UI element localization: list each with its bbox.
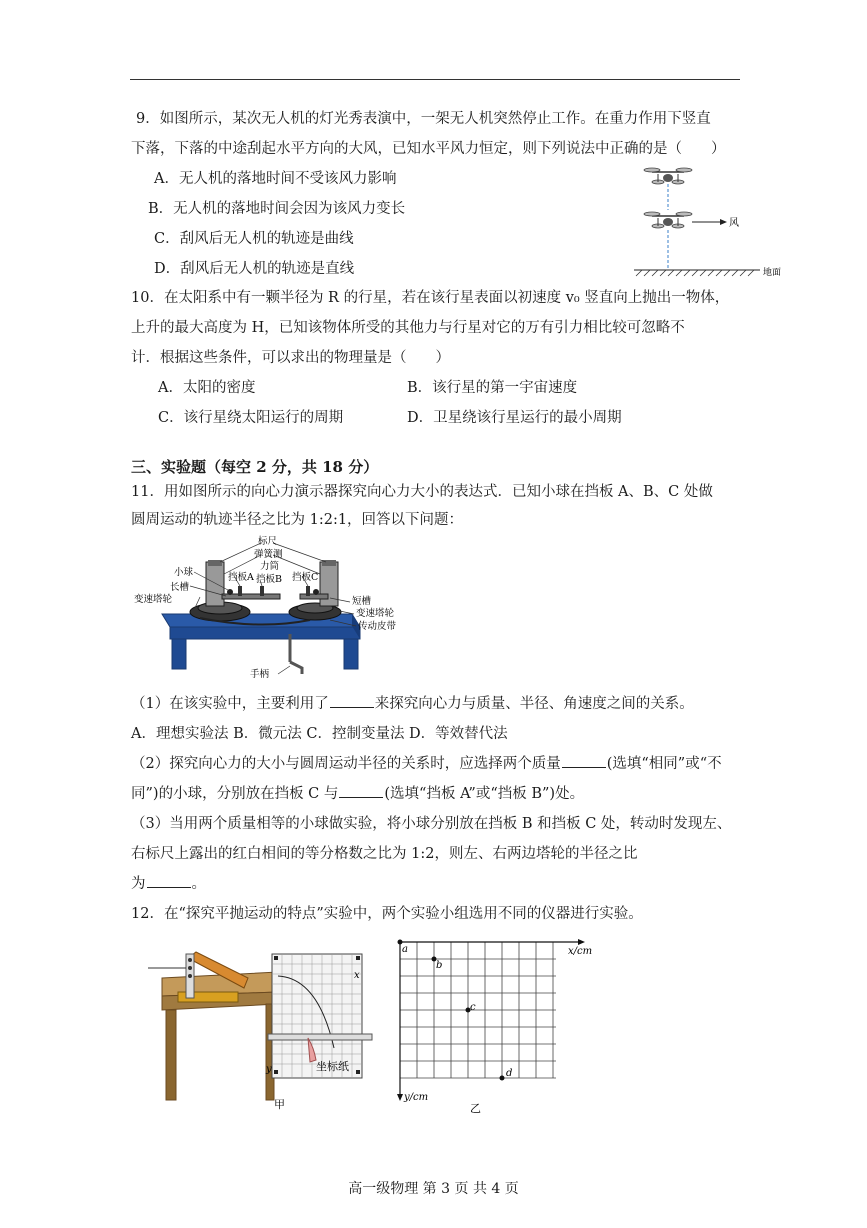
drone-top-icon <box>644 168 692 184</box>
q12-line1: 12．在“探究平抛运动的特点”实验中，两个实验小组选用不同的仪器进行实验。 <box>131 906 643 922</box>
drone-figure <box>628 158 798 280</box>
q11-p2-pre: （2）探究向心力的大小与圆周运动半径的关系时，应选择两个质量 <box>131 756 561 772</box>
coord-paper-label: 坐标纸 <box>316 1060 349 1073</box>
q11-part2-line1 <box>131 752 722 773</box>
q10-line3: 计．根据这些条件，可以求出的物理量是（ ） <box>131 350 450 366</box>
label-ball: 小球 <box>174 567 194 578</box>
centripetal-apparatus-figure <box>130 534 430 684</box>
point-d <box>500 1076 505 1081</box>
q11-p3-blank[interactable] <box>147 875 191 888</box>
point-d-label: d <box>506 1068 513 1079</box>
q11-line2: 圆周运动的轨迹半径之比为 1:2:1，回答以下问题： <box>131 512 464 528</box>
fig-jia-y-label: y <box>266 1064 272 1075</box>
q11-part1-options: A．理想实验法 B．微元法 C．控制变量法 D．等效替代法 <box>131 726 508 742</box>
label-spring2: 力筒 <box>260 561 280 572</box>
ground-label: 地面 <box>763 268 782 278</box>
point-a-label: a <box>402 944 408 955</box>
drone-mid-icon <box>644 212 692 228</box>
label-tower-right: 变速塔轮 <box>356 608 395 619</box>
fig-yi-caption: 乙 <box>470 1102 481 1115</box>
label-long-slot: 长槽 <box>170 582 190 593</box>
q11-p2-blank2[interactable] <box>339 785 383 798</box>
q11-part2-line2 <box>131 782 584 803</box>
point-b-label: b <box>436 960 443 971</box>
page-footer: 高一级物理 第 3 页 共 4 页 <box>348 1181 519 1197</box>
wind-label: 风 <box>729 218 739 229</box>
label-handle: 手柄 <box>250 669 270 680</box>
q9-line2: 下落，下落的中途刮起水平方向的大风，已知水平风力恒定，则下列说法中正确的是（ ） <box>131 141 726 157</box>
point-c-label: c <box>470 1002 476 1013</box>
fig-jia-x-label: x <box>354 970 360 981</box>
q11-part3-line2: 右标尺上露出的红白相间的等分格数之比为 1:2，则左、右两边塔轮的半径之比 <box>131 846 638 862</box>
label-ruler: 标尺 <box>258 536 278 547</box>
label-spring: 弹簧测 <box>254 549 283 560</box>
q11-p1-pre: （1）在该实验中，主要利用了 <box>131 696 329 712</box>
coordinate-grid-figure <box>388 934 598 1119</box>
q11-p2-blank1[interactable] <box>562 755 606 768</box>
q10-option-b: B．该行星的第一宇宙速度 <box>407 380 578 396</box>
q11-part3-line1: （3）当用两个质量相等的小球做实验，将小球分别放在挡板 B 和挡板 C 处，转动时发现左、 <box>131 816 732 832</box>
q10-line1: 10．在太阳系中有一颗半径为 R 的行星，若在该行星表面以初速度 v₀ 竖直向上抛出一物体， <box>131 290 730 306</box>
q11-p3-pre: 为 <box>131 876 146 892</box>
q10-line2: 上升的最大高度为 H，已知该物体所受的其他力与行星对它的万有引力相比较可忽略不 <box>131 320 685 336</box>
label-plate-a: 挡板A <box>228 572 254 583</box>
fig-jia-caption: 甲 <box>274 1098 285 1111</box>
q10-option-c: C．该行星绕太阳运行的周期 <box>158 410 344 426</box>
header-rule <box>130 79 740 80</box>
x-axis-label: x/cm <box>568 946 593 957</box>
q9-line1: 9．如图所示，某次无人机的灯光秀表演中，一架无人机突然停止工作。在重力作用下竖直 <box>136 111 711 127</box>
label-plate-c: 挡板C <box>292 572 319 583</box>
q10-option-a: A．太阳的密度 <box>158 380 256 396</box>
section-title: 三、实验题（每空 2 分，共 18 分） <box>131 458 379 476</box>
q11-p3-post: 。 <box>191 876 206 892</box>
q11-p1-blank[interactable] <box>330 695 374 708</box>
q9-option-a: A．无人机的落地时间不受该风力影响 <box>154 171 397 187</box>
q9-option-c: C．刮风后无人机的轨迹是曲线 <box>154 231 354 247</box>
q11-part1 <box>131 692 694 713</box>
label-short-slot: 短槽 <box>352 596 372 607</box>
q11-p2-mid: (选填“相同”或“不 <box>606 756 722 772</box>
q11-part3-line3 <box>131 872 206 893</box>
q11-p1-post: 来探究向心力与质量、半径、角速度之间的关系。 <box>374 696 694 712</box>
q9-option-d: D．刮风后无人机的轨迹是直线 <box>154 261 355 277</box>
q9-option-b: B．无人机的落地时间会因为该风力变长 <box>148 201 406 217</box>
crank-handle-icon <box>290 662 302 674</box>
q10-option-d: D．卫星绕该行星运行的最小周期 <box>407 410 622 426</box>
label-belt: 传动皮带 <box>358 621 397 632</box>
q11-line1: 11．用如图所示的向心力演示器探究向心力大小的表达式．已知小球在挡板 A、B、C 处做 <box>131 484 713 500</box>
q11-p2-line2-pre: 同”)的小球，分别放在挡板 C 与 <box>131 786 339 802</box>
label-tower-left: 变速塔轮 <box>134 594 173 605</box>
y-axis-label: y/cm <box>404 1092 429 1103</box>
projectile-apparatus-figure <box>148 938 388 1116</box>
q11-p2-line2-post: (选填“挡板 A”或“挡板 B”)处。 <box>384 786 585 802</box>
label-plate-b: 挡板B <box>256 574 282 585</box>
